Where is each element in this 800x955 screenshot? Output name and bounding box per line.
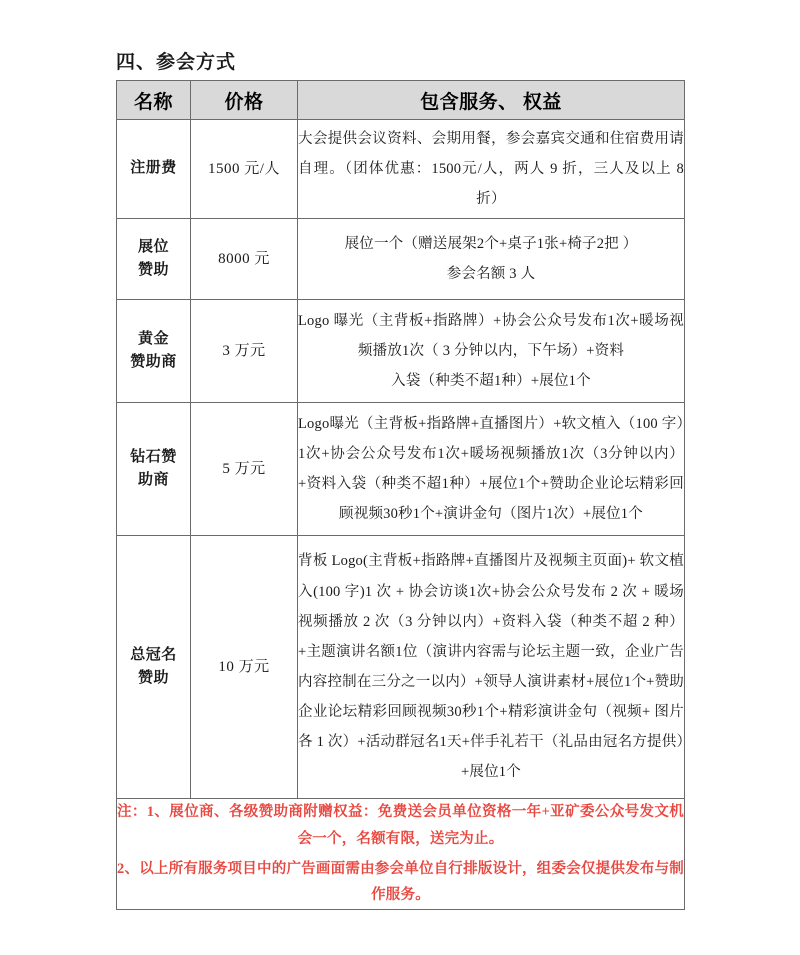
row-price-diamond-sponsor: 5 万元 [191,403,298,536]
table-row [117,120,685,219]
table-notes-row [117,799,685,910]
row-name-line: 展位 [137,238,169,255]
column-header-price: 价格 [191,81,298,120]
row-name-title-sponsor [117,536,191,799]
row-name-line: 总冠名 [130,646,177,663]
page-title: 四、参会方式 [116,52,237,73]
row-name-booth [117,219,191,300]
row-services-gold-sponsor [298,300,685,403]
row-name-registration [117,120,191,219]
participation-price-table [116,80,685,910]
services-line: 大会提供会议资料、会期用餐，参会嘉宾交通和住宿费用请自理。（团体优惠：1500元/人，两人 9 折，三人及以上 8 折） [298,130,684,208]
row-name-line: 赞助 [137,262,169,278]
row-name-line: 黄金 [137,330,169,347]
row-price-booth: 8000 元 [191,219,298,300]
services-line: Logo曝光（主背板+指路牌+直播图片）+软文植入（100 字）1次+协会公众号发布1次+暖场视频播放1次（3分钟以内）+资料入袋（种类不超1种）+展位1个+赞助企业论坛精彩回顾视频30秒1个+演讲金句（图片1次）+展位1个 [298,415,684,523]
services-line: 背板 Logo(主背板+指路牌+直播图片及视频主页面)+ 软文植入(100 字)1 次 + 协会访谈1次+协会公众号发布 2 次 + 暖场视频播放 2 次（3 分钟以内）+资料入袋（种类不超 2 种）+主题演讲名额1位（演讲内容需与论坛主题一致，企业广告内容控制在三分之一以内）+领导人演讲素材+展位1个+赞助企业论坛精彩回顾视频30秒1个+精彩演讲金句（视频+ 图片各 1 次）+活动群冠名1天+伴手礼若干（礼品由冠名方提供）+展位1个 [298,553,684,781]
footnote-item: 2、以上所有服务项目中的广告画面需由参会单位自行排版设计，组委会仅提供发布与制作服务。 [117,860,684,904]
table-body [117,120,685,910]
row-name-line: 赞助商 [130,354,177,370]
row-services-booth [298,219,685,300]
row-name-line: 助商 [137,472,169,488]
row-price-gold-sponsor: 3 万元 [191,300,298,403]
table-header-row [117,81,685,120]
table-row [117,536,685,799]
row-name-line: 赞助 [137,670,169,686]
row-name-line: 钻石赞 [130,448,177,465]
row-name-line: 注册费 [130,160,177,177]
row-name-gold-sponsor [117,300,191,403]
services-line: 展位一个（赠送展架2个+桌子1张+椅子2把 ） [344,235,638,252]
row-price-title-sponsor: 10 万元 [191,536,298,799]
column-header-name: 名称 [117,81,191,120]
services-line: Logo 曝光（主背板+指路牌）+协会公众号发布1次+暖场视频播放1次（ 3 分钟以内，下午场）+资料 [298,312,684,359]
table-row [117,219,685,300]
services-line: 参会名额 3 人 [446,266,536,282]
footnote-item: 注：1、展位商、各级赞助商附赠权益：免费送会员单位资格一年+亚矿委公众号发文机会一个，名额有限，送完为止。 [117,804,684,847]
row-services-title-sponsor [298,536,685,799]
column-header-services: 包含服务、 权益 [298,81,685,120]
row-services-registration [298,120,685,219]
services-line: 入袋（种类不超1种）+展位1个 [391,373,591,390]
table-footnotes [117,799,685,910]
table-row [117,300,685,403]
table-row [117,403,685,536]
row-services-diamond-sponsor [298,403,685,536]
table-header [117,81,685,120]
row-price-registration: 1500 元/人 [191,120,298,219]
row-name-diamond-sponsor [117,403,191,536]
